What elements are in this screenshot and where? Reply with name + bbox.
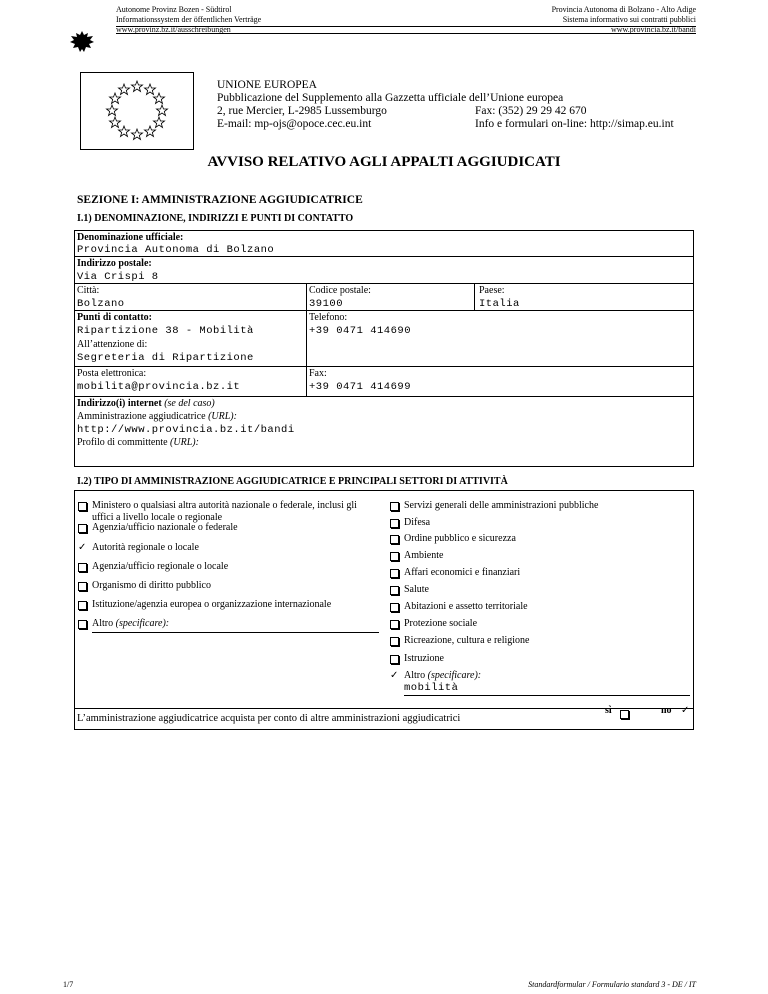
checkbox-autorita-regionale[interactable] <box>78 542 378 554</box>
eu-flag-icon <box>80 72 194 150</box>
field-note: (URL): <box>170 437 199 448</box>
checkbox-label: Ricreazione, cultura e religione <box>404 635 530 646</box>
purchases-on-behalf-question: L’amministrazione aggiudicatrice acquista per conto di altre amministrazioni aggiudicatrici <box>77 713 461 724</box>
header-divider <box>116 26 696 27</box>
subsection-heading: I.2) TIPO DI AMMINISTRAZIONE AGGIUDICATRICE E PRINCIPALI SETTORI DI ATTIVITÀ <box>77 476 508 487</box>
checkmark-icon[interactable]: ✓ <box>78 542 87 553</box>
checkbox-label: Altro <box>92 618 114 629</box>
field-label: Città: <box>77 285 100 296</box>
checkbox-label: Agenzia/ufficio regionale o locale <box>92 561 229 572</box>
field-label: Telefono: <box>309 312 348 323</box>
checkbox-unchecked-icon[interactable] <box>390 637 399 646</box>
checkbox-unchecked-icon[interactable] <box>78 582 87 591</box>
checkbox-label: Ministero o qualsiasi altra autorità nazionale o federale, inclusi gli uffici a livello locale o regionale <box>92 500 357 523</box>
divider <box>474 283 475 310</box>
specify-line-left[interactable] <box>92 632 379 633</box>
header-right-line: www.provincia.bz.it/bandi <box>610 25 696 34</box>
attention-field[interactable]: Segreteria di Ripartizione <box>77 352 254 364</box>
page-title: AVVISO RELATIVO AGLI APPALTI AGGIUDICATI <box>207 154 561 170</box>
field-label: Denominazione ufficiale: <box>77 232 184 243</box>
eu-address-block <box>217 79 674 131</box>
checkbox-unchecked-icon[interactable] <box>390 502 399 511</box>
field-label: Profilo di committente <box>77 437 168 448</box>
field-label: Posta elettronica: <box>77 368 147 379</box>
checkbox-altro-right[interactable] <box>390 670 690 682</box>
yes-label: sì <box>605 705 612 716</box>
header-right-line: Sistema informativo sui contratti pubblici <box>562 15 696 24</box>
checkbox-ministero[interactable] <box>78 500 378 524</box>
header-divider <box>116 33 696 34</box>
checkbox-label: Agenzia/ufficio nazionale o federale <box>92 522 238 533</box>
city-field[interactable]: Bolzano <box>77 298 125 310</box>
page-number: 1/7 <box>63 980 74 989</box>
header-right-line: Provincia Autonoma di Bolzano - Alto Adige <box>551 5 696 14</box>
checkbox-abitazioni[interactable] <box>390 601 690 616</box>
field-note: (specificare): <box>115 618 170 629</box>
checkbox-label: Altro <box>404 670 426 681</box>
checkbox-istruzione[interactable] <box>390 653 690 668</box>
checkbox-unchecked-icon[interactable] <box>390 586 399 595</box>
checkbox-servizi-generali[interactable] <box>390 500 690 515</box>
field-label: Paese: <box>479 285 505 296</box>
checkbox-label: Autorità regionale o locale <box>92 542 199 553</box>
checkbox-label: Ambiente <box>404 550 444 561</box>
checkbox-label: Organismo di diritto pubblico <box>92 580 211 591</box>
checkbox-unchecked-icon[interactable] <box>390 552 399 561</box>
divider <box>306 283 307 396</box>
checkbox-unchecked-icon[interactable] <box>390 535 399 544</box>
eu-info: Info e formulari on-line: http://simap.eu.int <box>475 118 674 130</box>
checkbox-istituzione[interactable] <box>78 599 378 614</box>
checkbox-label: Ordine pubblico e sicurezza <box>404 533 516 544</box>
buyer-profile-label <box>77 437 199 449</box>
field-label: Indirizzo postale: <box>77 258 152 269</box>
eu-publication: Pubblicazione del Supplemento alla Gazzetta ufficiale dell’Unione europea <box>217 92 564 104</box>
divider <box>74 256 694 257</box>
checkbox-unchecked-icon[interactable] <box>620 710 629 719</box>
checkbox-label: Istituzione/agenzia europea o organizzazione internazionale <box>92 599 332 610</box>
field-label: Indirizzo(i) internet <box>77 398 162 409</box>
header-left-line: www.provinz.bz.it/ausschreibungen <box>116 25 231 34</box>
checkbox-label: Affari economici e finanziari <box>404 567 521 578</box>
field-label: All’attenzione di: <box>77 339 148 350</box>
checkbox-label: Salute <box>404 584 429 595</box>
checkbox-unchecked-icon[interactable] <box>78 620 87 629</box>
checkbox-affari-economici[interactable] <box>390 567 690 582</box>
eu-email: E-mail: mp-ojs@opoce.cec.eu.int <box>217 118 372 130</box>
no-label: no <box>661 705 672 716</box>
authority-url-field[interactable]: http://www.provincia.bz.it/bandi <box>77 424 295 436</box>
internet-label <box>77 398 215 410</box>
checkbox-agenzia-regionale[interactable] <box>78 561 378 576</box>
fax-field[interactable]: +39 0471 414699 <box>309 381 412 393</box>
eu-fax: Fax: (352) 29 29 42 670 <box>475 105 587 117</box>
checkbox-unchecked-icon[interactable] <box>390 603 399 612</box>
checkbox-unchecked-icon[interactable] <box>78 502 87 511</box>
checkbox-unchecked-icon[interactable] <box>390 519 399 528</box>
country-field[interactable]: Italia <box>479 298 520 310</box>
section-heading: SEZIONE I: AMMINISTRAZIONE AGGIUDICATRICE <box>77 194 363 206</box>
specify-line-right <box>404 695 690 696</box>
checkbox-unchecked-icon[interactable] <box>390 569 399 578</box>
field-note: (se del caso) <box>164 398 215 409</box>
checkbox-unchecked-icon[interactable] <box>78 563 87 572</box>
checkbox-unchecked-icon[interactable] <box>78 601 87 610</box>
postal-code-field[interactable]: 39100 <box>309 298 344 310</box>
email-field[interactable]: mobilita@provincia.bz.it <box>77 381 241 393</box>
checkbox-label: Difesa <box>404 517 431 528</box>
other-specify-field[interactable]: mobilità <box>404 682 459 694</box>
field-label: Codice postale: <box>309 285 371 296</box>
checkbox-label: Protezione sociale <box>404 618 478 629</box>
field-label: Punti di contatto: <box>77 312 152 323</box>
checkbox-difesa[interactable] <box>390 517 690 532</box>
divider <box>74 708 694 709</box>
checkbox-ordine-pubblico[interactable] <box>390 533 690 548</box>
divider <box>74 396 694 397</box>
checkmark-icon[interactable]: ✓ <box>390 670 399 681</box>
checkbox-salute[interactable] <box>390 584 690 599</box>
subsection-heading: I.1) DENOMINAZIONE, INDIRIZZI E PUNTI DI CONTATTO <box>77 213 354 224</box>
field-label: Fax: <box>309 368 327 379</box>
checkbox-organismo[interactable] <box>78 580 378 595</box>
eu-name: UNIONE EUROPEA <box>217 79 317 91</box>
postal-address-field[interactable]: Via Crispi 8 <box>77 271 159 283</box>
divider <box>74 366 694 367</box>
checkbox-yes[interactable] <box>620 706 629 724</box>
checkbox-altro-left[interactable] <box>78 618 378 633</box>
coat-of-arms-eagle-icon <box>68 28 96 56</box>
checkbox-ricreazione[interactable] <box>390 635 690 650</box>
phone-field[interactable]: +39 0471 414690 <box>309 325 412 337</box>
standard-form-label: Standardformular / Formulario standard 3 - DE / IT <box>528 980 696 989</box>
checkbox-unchecked-icon[interactable] <box>390 655 399 664</box>
field-label: Amministrazione aggiudicatrice <box>77 411 206 422</box>
checkbox-agenzia-nazionale[interactable] <box>78 522 378 537</box>
divider <box>74 310 694 311</box>
authority-url-label <box>77 411 237 423</box>
checkbox-ambiente[interactable] <box>390 550 690 565</box>
header-left-line: Informationssystem der öffentlichen Verträge <box>116 15 262 24</box>
checkbox-unchecked-icon[interactable] <box>390 620 399 629</box>
checkbox-label: Istruzione <box>404 653 444 664</box>
checkbox-protezione-sociale[interactable] <box>390 618 690 633</box>
divider <box>74 283 694 284</box>
header-right <box>396 5 696 35</box>
checkbox-label: Abitazioni e assetto territoriale <box>404 601 528 612</box>
checkbox-unchecked-icon[interactable] <box>78 524 87 533</box>
header-left-line: Autonome Provinz Bozen - Südtirol <box>116 5 232 14</box>
eu-address: 2, rue Mercier, L-2985 Lussemburgo <box>217 105 387 117</box>
checkmark-icon[interactable]: ✓ <box>681 705 690 716</box>
official-name-field[interactable]: Provincia Autonoma di Bolzano <box>77 244 275 256</box>
field-note: (specificare): <box>427 670 482 681</box>
contact-point-field[interactable]: Ripartizione 38 - Mobilità <box>77 325 254 337</box>
field-note: (URL): <box>208 411 237 422</box>
header-left <box>116 5 416 35</box>
checkbox-label: Servizi generali delle amministrazioni pubbliche <box>404 500 599 511</box>
